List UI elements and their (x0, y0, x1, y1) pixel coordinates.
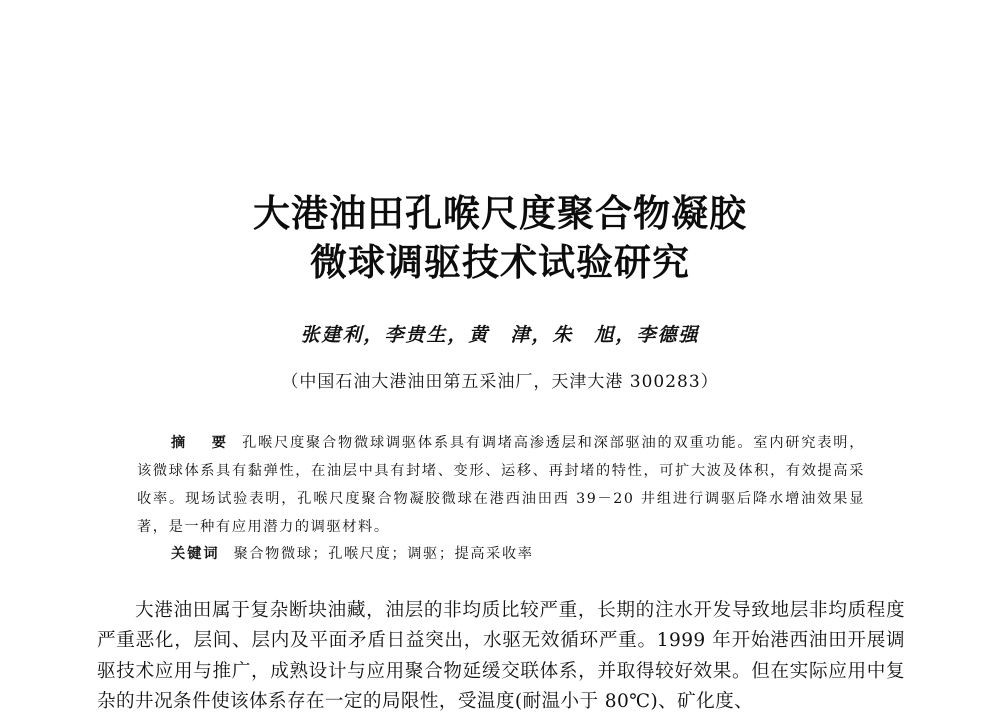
author-affiliation: （中国石油大港油田第五采油厂，天津大港 300283） (281, 372, 719, 392)
body-paragraph: 大港油田属于复杂断块油藏，油层的非均质比较严重，长期的注水开发导致地层非均质程度严重恶化，层间、层内及平面矛盾日益突出，水驱无效循环严重。1999 年开始港西油田开展调驱技术应用与推广，成熟设计与应用聚合物延缓交联体系，并取得较好效果。但在实际应用中复杂的井况条件使该体系存在一定的局限性，受温度(耐温小于 80℃)、矿化度、 (97, 600, 905, 712)
keywords-text: 聚合物微球；孔喉尺度；调驱；提高采收率 (233, 546, 534, 562)
paper-title-line1: 大港油田孔喉尺度聚合物凝胶 (253, 192, 747, 235)
abstract-text: 孔喉尺度聚合物微球调驱体系具有调堵高渗透层和深部驱油的双重功能。室内研究表明，该微球体系具有黏弹性，在油层中具有封堵、变形、运移、再封堵的特性，可扩大波及体积，有效提高采收率。现场试验表明，孔喉尺度聚合物凝胶微球在港西油田西 39－20 井组进行调驱后降水增油效果显著，是一种有应用潜力的调驱材料。 (137, 435, 865, 535)
author-list: 张建利，李贵生，黄 津，朱 旭，李德强 (300, 324, 700, 346)
keywords-block (171, 541, 865, 567)
abstract-block (137, 429, 865, 541)
keywords-label: 关键词 (171, 546, 220, 562)
abstract-label: 摘 要 (171, 435, 233, 451)
paper-title-line2: 微球调驱技术试验研究 (310, 241, 690, 284)
